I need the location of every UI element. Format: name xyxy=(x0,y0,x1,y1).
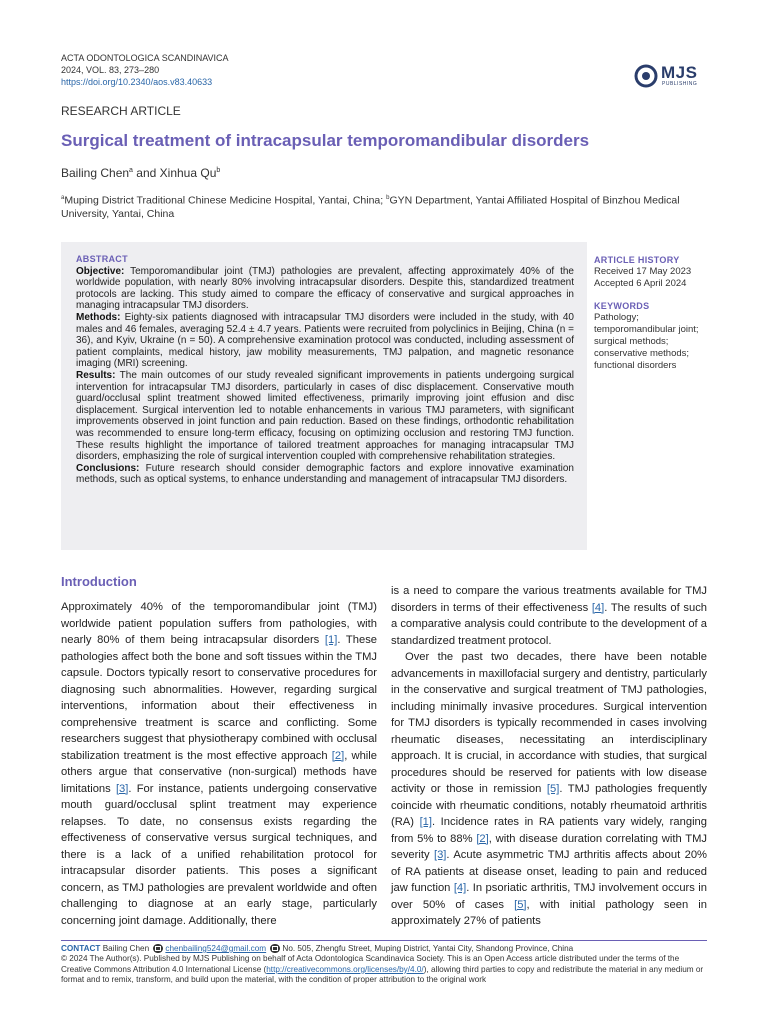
affil-text: Muping District Traditional Chinese Medicine Hospital, Yantai, China; xyxy=(64,194,387,207)
body-text: Over the past two decades, there have been notable advancements in maxillofacial surgery and dentistry, particularly in the conservative and surgical treatment of TMJ pathologies, including minimally invasive procedures. Surgical intervention for TMJ disorders is typically recommended in cases involving rheumatic diseases, necessitating an interdisciplinary approach. It is crucial, in accordance with studies, that surgical procedures should be reserved for patients with low disease activity or those in remission xyxy=(391,651,707,795)
author-affil-mark: b xyxy=(216,167,221,174)
methods-label: Methods: xyxy=(76,311,121,323)
conclusions-text: Future research should consider demographic factors and explore innovative examination methods, such as optical systems, to enhance understanding and management of intracapsular TMJ disorders. xyxy=(76,462,574,486)
accepted-date: Accepted 6 April 2024 xyxy=(594,278,687,289)
body-text: , with disease duration correlating with TMJ severity xyxy=(391,832,707,861)
intro-left-column xyxy=(61,599,377,929)
body-text: . In psoriatic arthritis, TMJ involvement occurs in over 50% of cases xyxy=(391,882,707,911)
body-text: , with initial pathology seen in approximately 27% of patients xyxy=(391,898,707,927)
address-icon xyxy=(270,944,280,953)
methods-text: Eighty-six patients diagnosed with intracapsular TMJ disorders were included in the study, with 40 males and 46 females, averaging 52.4 ± 4.7 years. Patients were recruited from polyclinics in Beijing, China (n = 36), and Kyiv, Ukraine (n = 50). A comprehensive examination protocol was conducted, including assessment of patient complaints, medical history, jaw mobility measurements, TMJ palpation, and magnetic resonance imaging (MRI) screening. xyxy=(76,311,574,370)
abstract-results xyxy=(76,370,574,463)
doi-link[interactable]: https://doi.org/10.2340/aos.v83.40633 xyxy=(61,77,213,87)
citation-link[interactable]: [1] xyxy=(419,816,433,828)
author-list xyxy=(61,166,220,180)
abstract-methods xyxy=(76,312,574,370)
body-text: Approximately 40% of the temporomandibular joint (TMJ) worldwide patient population suffers from pathologies, with nearly 80% of them being intracapsular disorders xyxy=(61,601,377,646)
mjs-logo-icon xyxy=(634,64,658,88)
author-conjunction: and xyxy=(132,166,160,180)
abstract-heading: ABSTRACT xyxy=(76,254,128,264)
email-icon xyxy=(153,944,163,953)
journal-name: ACTA ODONTOLOGICA SCANDINAVICA xyxy=(61,53,229,63)
author-name: Bailing Chen xyxy=(61,166,130,180)
intro-paragraph xyxy=(61,599,377,929)
footer-divider xyxy=(61,940,707,941)
journal-header xyxy=(61,52,229,88)
citation-link[interactable]: [2] xyxy=(476,832,489,845)
footer xyxy=(61,944,709,986)
affiliations xyxy=(61,192,701,221)
body-text: . Acute asymmetric TMJ arthritis affects about 20% of RA patients at disease onset, leading to pain and reduced jaw function xyxy=(391,849,707,894)
article-type: RESEARCH ARTICLE xyxy=(61,104,181,118)
article-sidebar xyxy=(594,254,714,372)
citation-link[interactable]: [3] xyxy=(433,849,447,861)
objective-text: Temporomandibular joint (TMJ) pathologies are prevalent, affecting approximately 40% of the worldwide population, with nearly 80% involving intracapsular disorders. Despite this, standardized treatment protocols are lacking. This study aimed to compare the efficacy of conservative and surgical approaches in managing intracapsular TMJ disorders. xyxy=(76,265,574,312)
results-text: The main outcomes of our study revealed significant improvements in patients undergoing surgical intervention for intracapsular TMJ disorders, particularly in cases of disc displacement. Conservative mouth guard/occlusal splint treatment showed limited effectiveness, primarily improving joint effusion and disc displacement. Surgical intervention led to notable enhancements in various TMJ parameters, with significant improvements observed in joint function and pain reduction. Based on these findings, orthodontic rehabilitation was recommended to ensure long-term efficacy, focusing on optimizing occlusion and restoring TMJ function. These results highlight the importance of tailored treatment approaches for managing intracapsular TMJ disorders, emphasizing the role of surgical intervention coupled with comprehensive rehabilitation strategies. xyxy=(76,369,574,463)
mjs-logo xyxy=(634,63,712,89)
abstract-objective xyxy=(76,266,574,312)
affil-text: GYN Department, Yantai Affiliated Hospital of Binzhou Medical University, Yantai, China xyxy=(61,194,680,220)
citation-link[interactable]: [5] xyxy=(514,898,527,911)
body-text: . TMJ pathologies frequently coincide with rheumatic conditions, notably rheumatoid arthritis (RA) xyxy=(391,783,708,828)
received-date: Received 17 May 2023 xyxy=(594,266,692,277)
intro-paragraph xyxy=(391,649,707,930)
contact-label: CONTACT xyxy=(61,944,101,953)
body-text: . The results of such a comparative analysis could contribute to the development of a standardized treatment protocol. xyxy=(391,601,708,647)
contact-name: Bailing Chen xyxy=(100,944,152,953)
body-text: . These pathologies affect both the bone and soft tissues within the TMJ capsule. Doctors typically resort to conservative procedures for diagnosing such abnormalities. However, regarding surgical interventions, information about their effectiveness in comprehensive treatment is scarce and conflicting. Some researchers suggest that physiotherapy combined with occlusal stabilization treatment is the most effective approach xyxy=(61,634,378,762)
citation-link[interactable]: [1] xyxy=(324,634,338,646)
author-affil-mark: a xyxy=(129,167,133,174)
contact-address: No. 505, Zhengfu Street, Muping District, Yantai City, Shandong Province, China xyxy=(282,944,574,953)
citation-link[interactable]: [3] xyxy=(115,782,129,795)
affil-mark: a xyxy=(61,195,65,201)
abstract-conclusions xyxy=(76,463,574,486)
body-text: . For instance, patients undergoing conservative mouth guard/occlusal splint treatment may experience relapses. To date, no consensus exists regarding the effectiveness of conservative versus surgical techniques, and there is a lack of a unified rehabilitation protocol for intracapsular disorder patients. This poses a significant concern, as TMJ pathologies are prevalent worldwide and often challenging to diagnose at an early stage, particularly concerning joint damage. Additionally, there xyxy=(61,782,377,927)
results-label: Results: xyxy=(76,369,116,381)
body-text: is a need to compare the various treatments available for TMJ disorders in terms of their effectiveness xyxy=(391,585,707,614)
abstract-box xyxy=(61,242,587,550)
affil-mark: b xyxy=(386,195,390,201)
intro-paragraph xyxy=(391,583,707,649)
journal-volume: 2024, VOL. 83, 273–280 xyxy=(61,65,160,75)
citation-link[interactable]: [4] xyxy=(453,882,467,894)
citation-link[interactable]: [2] xyxy=(331,749,345,762)
intro-right-column xyxy=(391,583,707,930)
citation-link[interactable]: [4] xyxy=(591,601,605,614)
license-link[interactable]: http://creativecommons.org/licenses/by/4.0/ xyxy=(266,964,424,974)
author-name: Xinhua Qu xyxy=(159,166,217,180)
keywords-heading: KEYWORDS xyxy=(594,301,650,311)
article-title: Surgical treatment of intracapsular temporomandibular disorders xyxy=(61,131,590,150)
logo-text: MJS xyxy=(661,63,698,82)
abstract-body xyxy=(76,254,574,486)
copyright-text: © 2024 The Author(s). Published by MJS Publishing on behalf of Acta Odontologica Scandinavica Society. This is an Open Access article distributed under the terms of the Creative Commons Attribution 4.0 International License ( xyxy=(61,954,680,974)
body-text: . Incidence rates in RA patients vary widely, ranging from 5% to 88% xyxy=(391,816,707,845)
copyright-notice xyxy=(61,954,709,985)
copyright-text: ), allowing third parties to copy and redistribute the material in any medium or format and to remix, transform, and build upon the material, with the condition of proper attribution to the original work xyxy=(61,964,704,985)
email-link[interactable]: chenbailing524@gmail.com xyxy=(165,944,267,953)
conclusions-label: Conclusions: xyxy=(76,462,140,474)
keywords-list: Pathology; temporomandibular joint; surgical methods; conservative methods; functional disorders xyxy=(594,312,699,371)
history-heading: ARTICLE HISTORY xyxy=(594,255,680,265)
logo-subtext: PUBLISHING xyxy=(662,81,698,87)
body-text: , while others argue that conservative (non-surgical) methods have limitations xyxy=(61,749,377,795)
section-heading: Introduction xyxy=(61,574,137,589)
citation-link[interactable]: [5] xyxy=(546,783,560,795)
objective-label: Objective: xyxy=(76,265,125,277)
contact-line xyxy=(61,944,709,954)
